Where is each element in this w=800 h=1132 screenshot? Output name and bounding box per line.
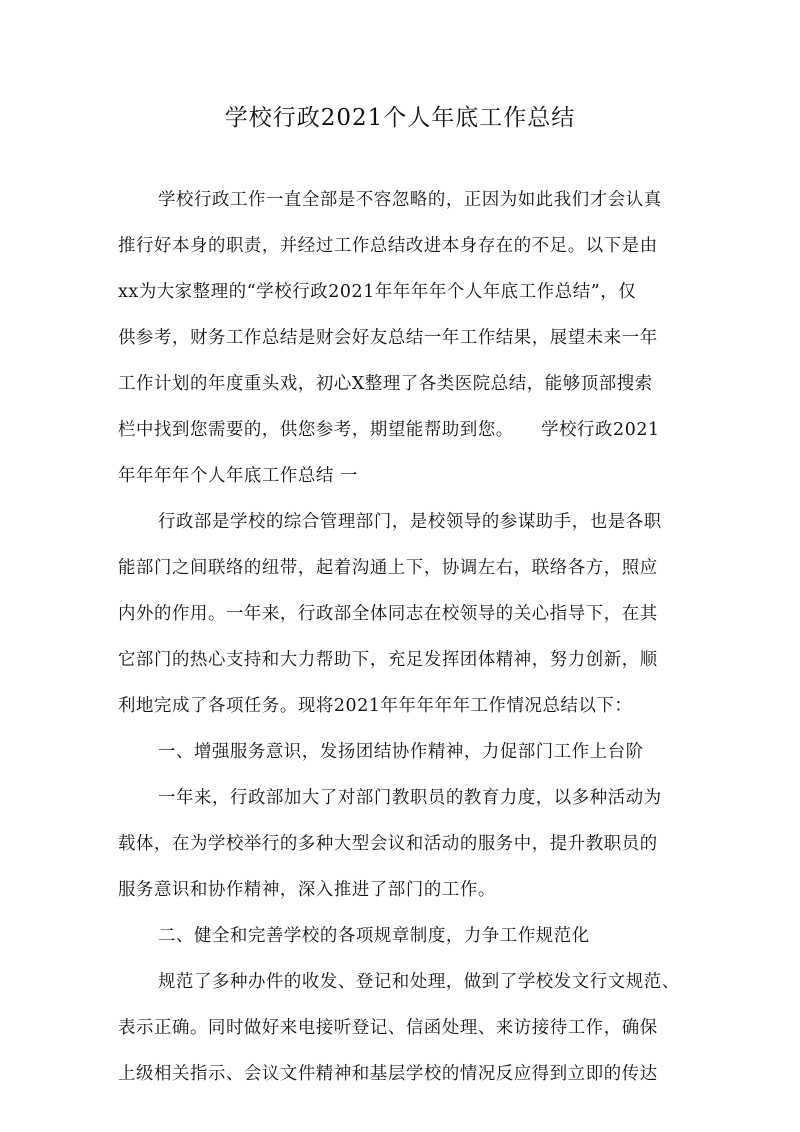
paragraph-line: 载体，在为学校举行的多种大型会议和活动的服务中，提升教职员的	[118, 834, 658, 854]
paragraph-line: 内外的作用。一年来，行政部全体同志在校领导的关心指导下，在其	[118, 604, 658, 624]
paragraph-line: 推行好本身的职责，并经过工作总结改进本身存在的不足。以下是由	[118, 236, 658, 256]
paragraph-line: 年年年年个人年底工作总结 一	[118, 466, 359, 486]
document-body	[118, 184, 688, 1104]
paragraph-line: 一年来，行政部加大了对部门教职员的教育力度，以多种活动为	[158, 788, 662, 808]
paragraph-line: 表示正确。同时做好来电接听登记、信函处理、来访接待工作，确保	[118, 1018, 658, 1038]
paragraph-line: 能部门之间联络的纽带，起着沟通上下，协调左右，联络各方，照应	[118, 558, 658, 578]
paragraph-line: 上级相关指示、会议文件精神和基层学校的情况反应得到立即的传达	[118, 1064, 658, 1084]
paragraph-line: 学校行政工作一直全部是不容忽略的，正因为如此我们才会认真	[158, 190, 662, 210]
paragraph-line: 栏中找到您需要的，供您参考，期望能帮助到您。 学校行政2021	[118, 420, 660, 440]
section-heading-line: 一、增强服务意识，发扬团结协作精神，力促部门工作上台阶	[158, 742, 644, 762]
paragraph-line: 供参考，财务工作总结是财会好友总结一年工作结果，展望未来一年	[118, 328, 658, 348]
paragraph-line: 规范了多种办件的收发、登记和处理，做到了学校发文行文规范、	[158, 972, 680, 992]
paragraph-line: 服务意识和协作精神，深入推进了部门的工作。	[118, 880, 496, 900]
section-heading-line: 二、健全和完善学校的各项规章制度，力争工作规范化	[158, 926, 590, 946]
document-title: 学校行政2021个人年底工作总结	[224, 105, 576, 131]
paragraph-line: xx为大家整理的“学校行政2021年年年年个人年底工作总结”，仅	[118, 282, 637, 302]
paragraph-line: 利地完成了各项任务。现将2021年年年年年工作情况总结以下：	[118, 696, 633, 716]
paragraph-line: 工作计划的年度重头戏，初心X整理了各类医院总结，能够顶部搜索	[118, 374, 653, 394]
paragraph-line: 行政部是学校的综合管理部门，是校领导的参谋助手，也是各职	[158, 512, 662, 532]
paragraph-line: 它部门的热心支持和大力帮助下，充足发挥团体精神，努力创新，顺	[118, 650, 658, 670]
